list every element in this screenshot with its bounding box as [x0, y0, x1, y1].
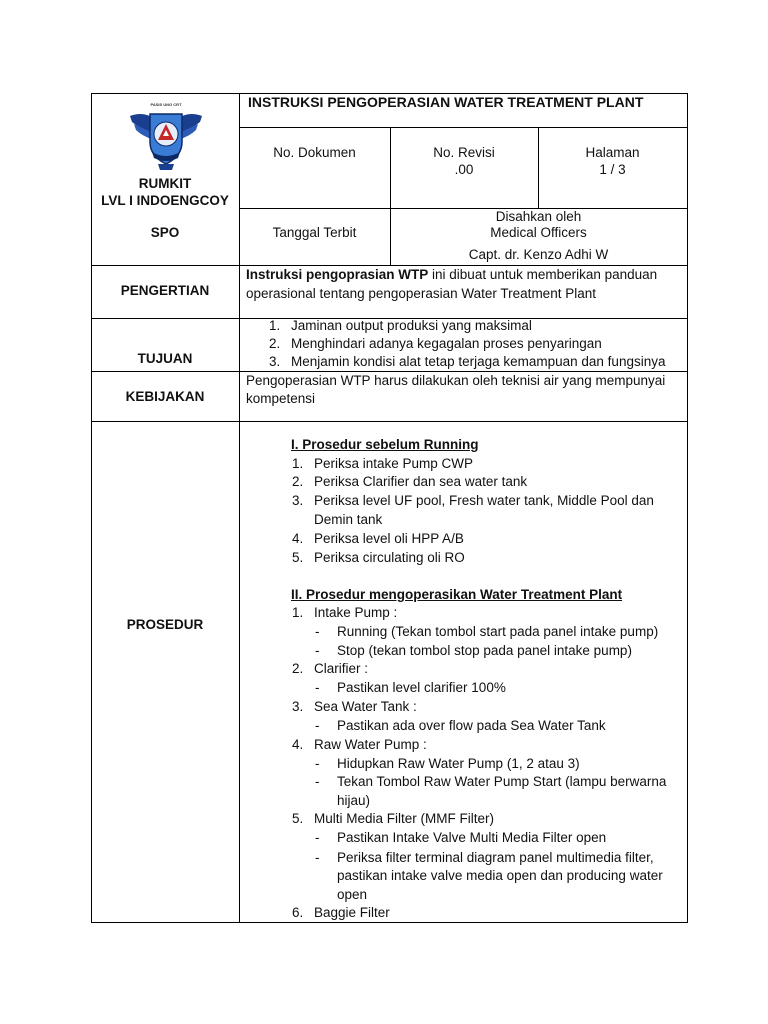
section2-subitem: Periksa filter terminal diagram panel multimedia filter,: [337, 850, 654, 865]
tanggal-terbit-label: Tanggal Terbit: [272, 225, 357, 240]
section2-item: Raw Water Pump :: [314, 737, 427, 752]
section2-subitem-cont: pastikan intake valve media open dan producing water: [337, 868, 663, 883]
section2-item: Multi Media Filter (MMF Filter): [314, 811, 495, 826]
table-rule: [91, 421, 688, 422]
list-number: 3.: [269, 354, 281, 369]
no-revisi-value: .00: [454, 162, 474, 177]
table-rule: [239, 127, 688, 128]
list-number: 1.: [292, 456, 304, 471]
section2-item: Intake Pump :: [314, 605, 398, 620]
table-column-rule: [239, 93, 240, 923]
prosedur-label: PROSEDUR: [126, 617, 204, 632]
organization-logo: [128, 100, 204, 172]
bullet-dash: -: [315, 756, 320, 771]
no-revisi-label: No. Revisi: [433, 145, 495, 160]
pengertian-bold: Instruksi pengoprasian WTP: [246, 267, 429, 282]
section2-subitem: Pastikan Intake Valve Multi Media Filter open: [337, 830, 607, 845]
table-border-bottom: [91, 922, 688, 923]
section1-item: Periksa level oli HPP A/B: [314, 531, 464, 546]
list-number: 1.: [269, 318, 281, 333]
disahkan-name: Capt. dr. Kenzo Adhi W: [468, 247, 609, 262]
kebijakan-label: KEBIJAKAN: [125, 389, 205, 404]
section2-item: Baggie Filter: [314, 905, 390, 920]
list-number: 3.: [292, 493, 304, 508]
list-number: 5.: [292, 811, 304, 826]
list-number: 6.: [292, 905, 304, 920]
tujuan-label: TUJUAN: [137, 351, 193, 366]
table-border-right: [687, 93, 688, 923]
section1-item: Periksa Clarifier dan sea water tank: [314, 474, 528, 489]
table-border-left: [91, 93, 92, 923]
pengertian-label: PENGERTIAN: [120, 283, 210, 298]
section1-item: Periksa intake Pump CWP: [314, 456, 474, 471]
logo-caption: PASIS UNG CRT: [150, 102, 182, 107]
tujuan-item: Jaminan output produksi yang maksimal: [291, 318, 532, 333]
list-number: 2.: [292, 661, 304, 676]
list-number: 4.: [292, 531, 304, 546]
section1-item: Periksa circulating oli RO: [314, 550, 465, 565]
halaman-value: 1 / 3: [599, 162, 626, 177]
list-number: 5.: [292, 550, 304, 565]
list-number: 2.: [269, 336, 281, 351]
disahkan-role: Medical Officers: [490, 225, 587, 240]
section2-subitem: Stop (tekan tombol stop pada panel intake pump): [337, 643, 632, 658]
section2-subitem: Hidupkan Raw Water Pump (1, 2 atau 3): [337, 756, 580, 771]
kebijakan-line1: Pengoperasian WTP harus dilakukan oleh teknisi air yang mempunyai: [246, 373, 666, 388]
bullet-dash: -: [315, 624, 320, 639]
spo-label: SPO: [150, 225, 180, 240]
org-unit: LVL I INDOENGCOY: [101, 193, 229, 208]
bullet-dash: -: [315, 680, 320, 695]
section2-subitem: Pastikan ada over flow pada Sea Water Tank: [337, 718, 606, 733]
bullet-dash: -: [315, 830, 320, 845]
section2-subitem-cont: hijau): [337, 793, 371, 808]
section2-subitem: Pastikan level clarifier 100%: [337, 680, 506, 695]
section2-item: Clarifier :: [314, 661, 369, 676]
document-title: INSTRUKSI PENGOPERASIAN WATER TREATMENT PLANT: [248, 94, 644, 110]
disahkan-label: Disahkan oleh: [495, 209, 582, 224]
kebijakan-line2: kompetensi: [246, 391, 316, 406]
section2-subitem-cont: open: [337, 887, 368, 902]
no-dokumen-label: No. Dokumen: [273, 145, 356, 160]
pengertian-rest: ini dibuat untuk memberikan panduan: [428, 267, 658, 282]
bullet-dash: -: [315, 774, 320, 789]
section2-item: Sea Water Tank :: [314, 699, 417, 714]
tujuan-item: Menghindari adanya kegagalan proses penyaringan: [291, 336, 602, 351]
bullet-dash: -: [315, 718, 320, 733]
list-number: 2.: [292, 474, 304, 489]
section2-title: II. Prosedur mengoperasikan Water Treatment Plant: [291, 587, 623, 602]
bullet-dash: -: [315, 643, 320, 658]
section1-item-cont: Demin tank: [314, 512, 383, 527]
section1-item: Periksa level UF pool, Fresh water tank, Middle Pool dan: [314, 493, 654, 508]
bullet-dash: -: [315, 850, 320, 865]
section1-title: I. Prosedur sebelum Running: [291, 437, 479, 452]
org-name: RUMKIT: [138, 176, 192, 191]
list-number: 1.: [292, 605, 304, 620]
halaman-label: Halaman: [585, 145, 640, 160]
list-number: 4.: [292, 737, 304, 752]
section2-subitem: Running (Tekan tombol start pada panel intake pump): [337, 624, 659, 639]
section2-subitem: Tekan Tombol Raw Water Pump Start (lampu berwarna: [337, 774, 667, 789]
tujuan-item: Menjamin kondisi alat tetap terjaga kemampuan dan fungsinya: [291, 354, 666, 369]
pengertian-line1: [246, 266, 657, 284]
list-number: 3.: [292, 699, 304, 714]
pengertian-line2: operasional tentang pengoperasian Water Treatment Plant: [246, 286, 596, 301]
